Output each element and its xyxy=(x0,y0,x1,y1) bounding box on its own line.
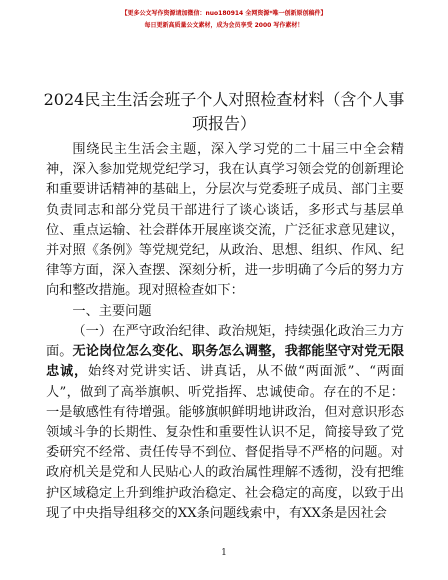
problem-item-1-bold-statement: 无论岗位怎么变化、职务怎么调整，我都能坚守对党无限忠诚， xyxy=(46,344,405,380)
problem-item-1-paragraph xyxy=(46,322,404,524)
page-number: 1 xyxy=(221,548,227,558)
intro-paragraph: 围绕民主生活会主题，深入学习党的二十届三中全会精神，深入参加党规党纪学习，我在认真学习领会党的创新理论和重要讲话精神的基础上，分层次与党委班子成员、部门主要负责同志和部分党员干部进行了谈心谈话，多形式与基层单位、重点运输、社会群体开展座谈交流，广泛征求意见建议，并对照《条例》等党规党纪，从政治、思想、组织、作风、纪律等方面，深入查摆、深刻分析，进一步明确了今后的努力方向和整改措施。现对照检查如下： xyxy=(46,142,404,299)
promo-banner xyxy=(0,8,448,32)
problem-item-1-lead: （一）在严守政治纪律、政治规矩，持续强化政治三力方面。 xyxy=(46,324,404,360)
document-title: 2024民主生活会班子个人对照检查材料（含个人事项报告） xyxy=(43,90,405,133)
problem-item-1-body: 始终对党讲实话、讲真话，从不做“两面派”、“两面人”，做到了高举旗帜、听党指挥、忠诚使命。存在的不足：一是敏感性有待增强。能够旗帜鲜明地讲政治，但对意识形态领域斗争的长期性、复杂性和重要性认识不足，简接导致了党委研究不经常、责任传导不到位、督促指导不严格的问题。对政府机关是党和人民贴心人的政治属性理解不透彻，没有把维护区域稳定上升到维护政治稳定、社会稳定的高度，以致于出现了中央指导组移交的XX条问题线索中，有XX条是因社会 xyxy=(46,364,405,521)
promo-banner-line-1: 【更多公文写作资源请加微信：nuo180914 全网资源*唯一创新原创稿件】 xyxy=(121,10,327,17)
promo-banner-line-2: 每日更新高质量公文素材，成为会员享受 2000 写作素材！ xyxy=(144,22,304,29)
section-heading-main-problems: 一、主要问题 xyxy=(72,304,152,319)
